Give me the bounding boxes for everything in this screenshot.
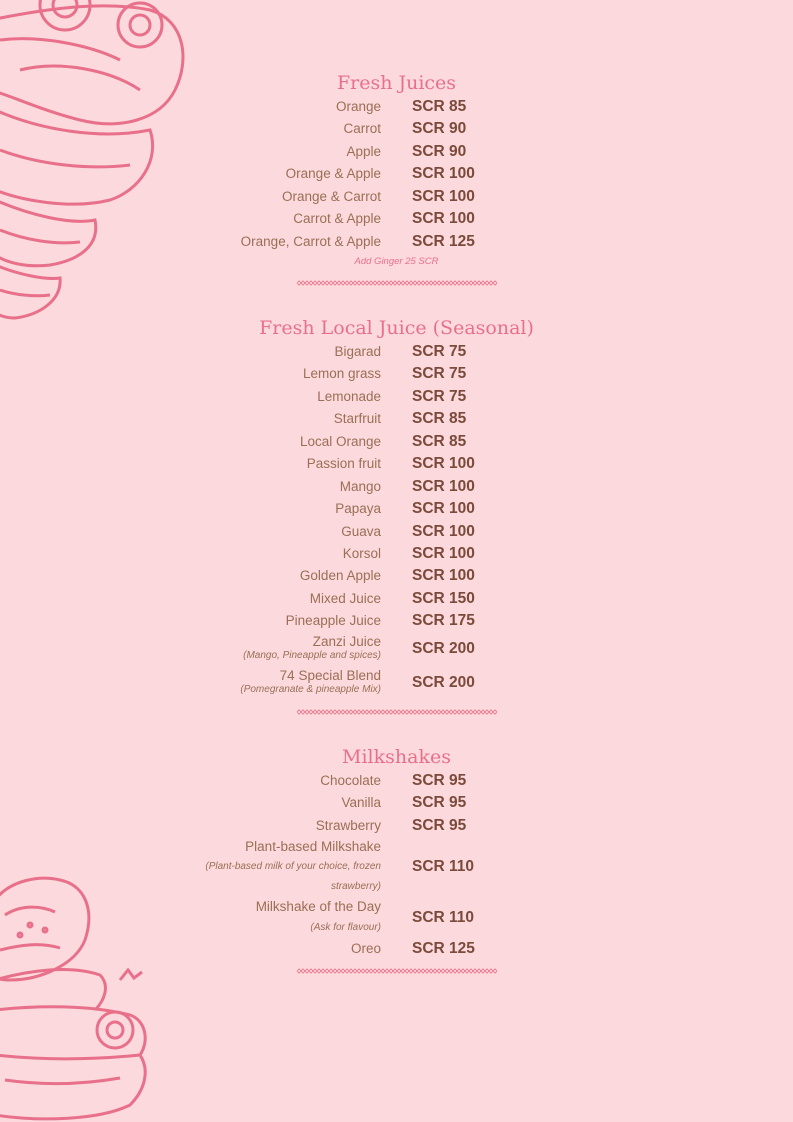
menu-item-name: Strawberry — [315, 818, 381, 833]
menu-item-price: SCR 95 — [412, 794, 467, 811]
menu-item-name: Oreo — [350, 941, 381, 956]
ginger-note: Add Ginger 25 SCR — [354, 256, 439, 267]
menu-item-price: SCR 110 — [412, 909, 475, 926]
menu-item-price: SCR 125 — [412, 233, 475, 250]
menu-item-name: Chocolate — [320, 773, 381, 788]
menu-item-name: Apple — [346, 144, 381, 159]
menu-item-price: SCR 110 — [412, 858, 475, 875]
menu-item-note: (Ask for flavour) — [310, 922, 381, 933]
pancake-stack-illustration — [0, 0, 200, 320]
menu-item-name: Orange — [335, 99, 381, 114]
section-title-fresh-juices: Fresh Juices — [336, 72, 457, 94]
menu-item-name: 74 Special Blend — [279, 668, 381, 683]
menu-item-name: Vanilla — [341, 795, 381, 810]
menu-item-price: SCR 100 — [412, 567, 475, 584]
section-divider — [297, 709, 497, 715]
menu-item-price: SCR 100 — [412, 545, 475, 562]
menu-item-name: Starfruit — [333, 411, 381, 426]
section-title-fresh-local-juice: Fresh Local Juice (Seasonal) — [259, 317, 534, 339]
menu-item-price: SCR 200 — [412, 674, 475, 691]
section-divider — [297, 280, 497, 286]
menu-item-price: SCR 85 — [412, 98, 467, 115]
menu-item-price: SCR 90 — [412, 143, 467, 160]
menu-item-price: SCR 85 — [412, 433, 467, 450]
menu-item-price: SCR 125 — [412, 940, 475, 957]
menu-item-price: SCR 175 — [412, 612, 475, 629]
menu-item-name: Mango — [339, 479, 381, 494]
section-title-milkshakes: Milkshakes — [342, 746, 451, 768]
menu-item-price: SCR 75 — [412, 388, 467, 405]
menu-item-price: SCR 100 — [412, 455, 475, 472]
menu-item-name: Mixed Juice — [309, 591, 381, 606]
menu-item-price: SCR 95 — [412, 772, 467, 789]
menu-item-price: SCR 100 — [412, 165, 475, 182]
menu-item-price: SCR 75 — [412, 365, 467, 382]
menu-item-name: Orange & Apple — [285, 166, 381, 181]
menu-item-name: Carrot — [343, 121, 381, 136]
menu-item-name: Lemon grass — [302, 366, 381, 381]
menu-item-name: Orange, Carrot & Apple — [240, 234, 381, 249]
menu-item-price: SCR 75 — [412, 343, 467, 360]
menu-item-name: Korsol — [342, 546, 381, 561]
menu-item-name: Orange & Carrot — [281, 189, 381, 204]
menu-item-name: Golden Apple — [299, 568, 381, 583]
menu-item-price: SCR 90 — [412, 120, 467, 137]
menu-item-name: Lemonade — [317, 389, 381, 404]
menu-item-note: (Mango, Pineapple and spices) — [243, 650, 381, 661]
menu-item-name: Papaya — [335, 501, 381, 516]
section-divider — [297, 968, 497, 974]
menu-item-name: Passion fruit — [306, 456, 381, 471]
menu-item-name: Pineapple Juice — [285, 613, 381, 628]
menu-item-price: SCR 200 — [412, 640, 475, 657]
menu-item-name: Zanzi Juice — [312, 634, 381, 649]
menu-item-note: strawberry) — [330, 881, 381, 892]
menu-item-name: Bigarad — [334, 344, 381, 359]
menu-item-name: Milkshake of the Day — [255, 899, 381, 914]
menu-item-price: SCR 95 — [412, 817, 467, 834]
menu-item-price: SCR 100 — [412, 500, 475, 517]
menu-item-price: SCR 100 — [412, 478, 475, 495]
menu-item-name: Carrot & Apple — [293, 211, 381, 226]
menu-item-name: Local Orange — [299, 434, 381, 449]
menu-item-price: SCR 85 — [412, 410, 467, 427]
menu-item-name: Plant-based Milkshake — [245, 839, 381, 854]
menu-item-name: Guava — [341, 524, 381, 539]
menu-item-price: SCR 100 — [412, 210, 475, 227]
menu-item-note: (Plant-based milk of your choice, frozen — [205, 861, 381, 872]
sandwich-illustration — [0, 870, 160, 1122]
menu-item-price: SCR 100 — [412, 188, 475, 205]
menu-item-price: SCR 150 — [412, 590, 475, 607]
menu-item-note: (Pomegranate & pineapple Mix) — [240, 684, 381, 695]
menu-item-price: SCR 100 — [412, 523, 475, 540]
